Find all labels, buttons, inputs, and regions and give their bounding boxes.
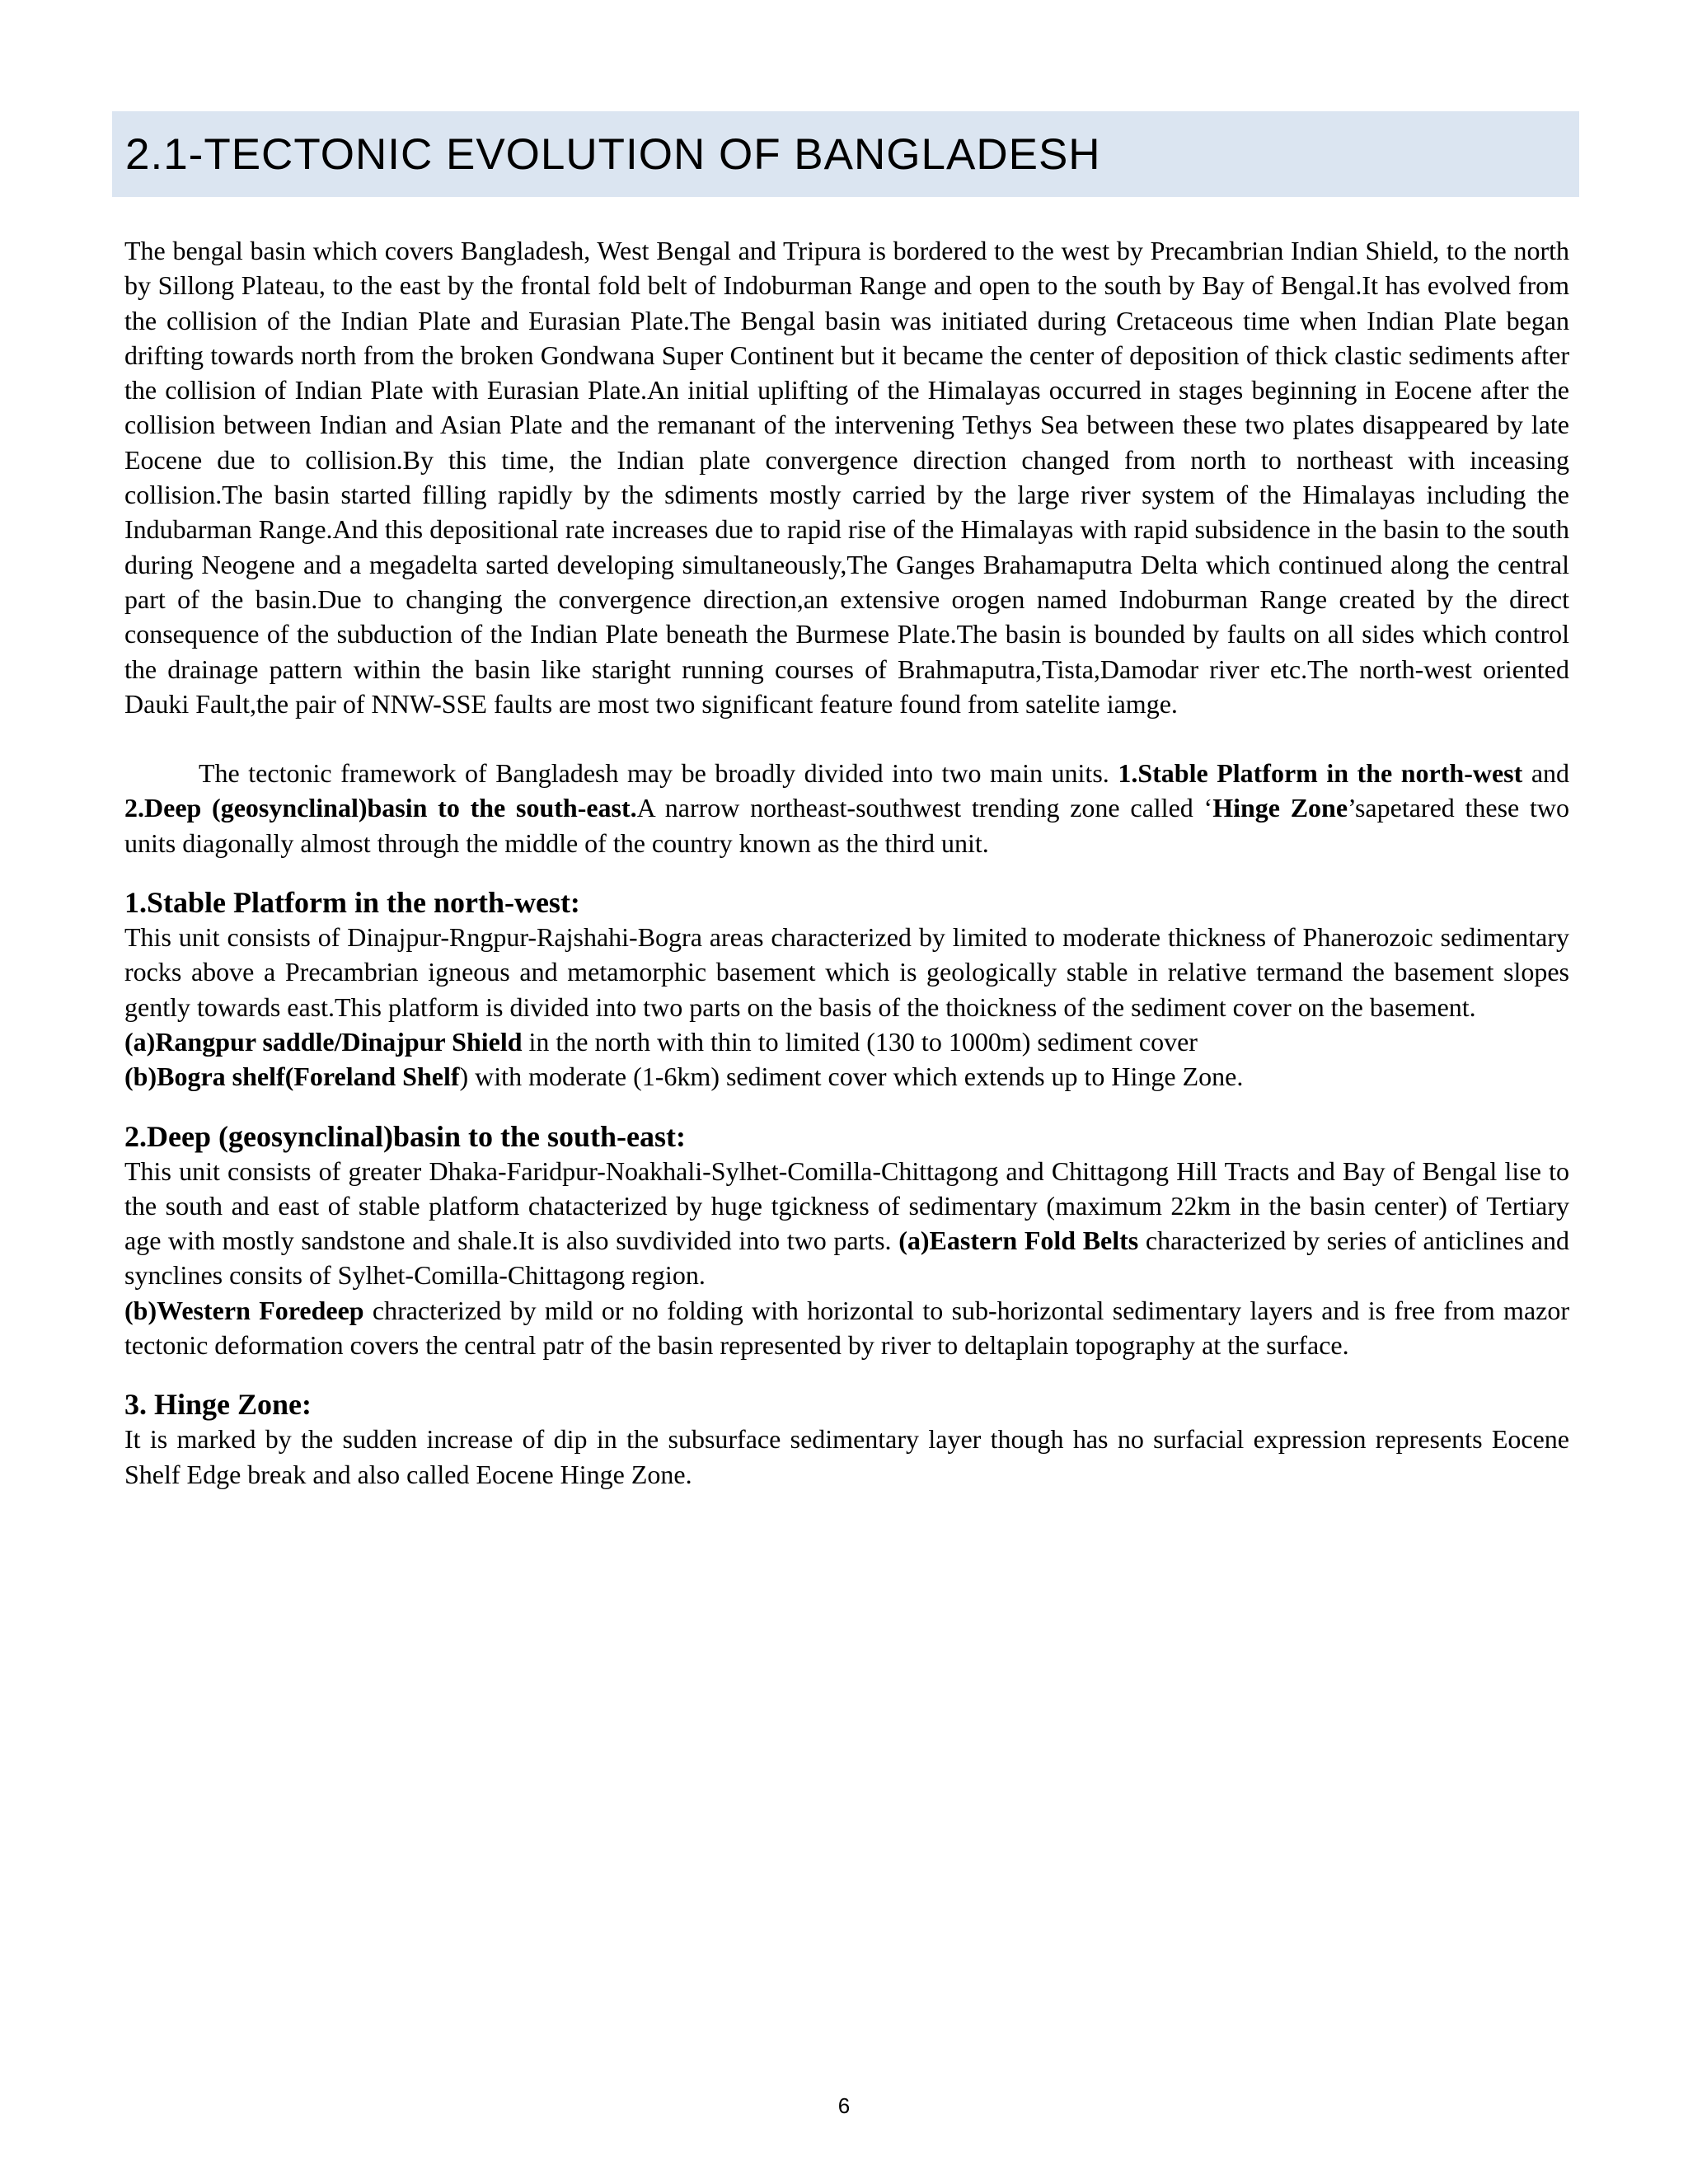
framework-text-2: and: [1522, 758, 1570, 789]
section-1-heading: 1.Stable Platform in the north-west:: [124, 886, 580, 920]
framework-unit-1: 1.Stable Platform in the north-west: [1118, 758, 1523, 789]
page-title: 2.1-TECTONIC EVOLUTION OF BANGLADESH: [125, 129, 1101, 179]
section-1-item-a-text: in the north with thin to limited (130 to 1000m) sediment cover: [522, 1026, 1198, 1057]
title-banner: [112, 111, 1579, 197]
section-1-item-b-label: (b)Bogra shelf(Foreland Shelf: [124, 1062, 460, 1092]
section-1-item-a: [124, 1024, 1569, 1059]
spacer: [124, 860, 1569, 885]
section-1-item-b: [124, 1059, 1569, 1094]
section-3-heading: 3. Hinge Zone:: [124, 1388, 312, 1422]
framework-unit-3: Hinge Zone: [1212, 793, 1348, 823]
framework-text-1: The tectonic framework of Bangladesh may be broadly divided into two main units.: [199, 758, 1118, 789]
section-1-item-b-text: ) with moderate (1-6km) sediment cover which extends up to Hinge Zone.: [459, 1062, 1244, 1092]
section-2-body: [124, 1154, 1569, 1293]
page-number: 6: [837, 2093, 851, 2118]
spacer: [124, 1094, 1569, 1119]
section-2-item-b-label: (b)Western Foredeep: [124, 1295, 364, 1325]
section-2-item-b-text: chracterized by mild or no folding with horizontal to sub-horizontal sedimentary layers and is free from mazor tectonic deformation covers the central patr of the basin represented by river to deltaplain topography at the surface.: [124, 1295, 1570, 1361]
section-1-item-a-label: (a)Rangpur saddle/Dinajpur Shield: [124, 1026, 523, 1057]
framework-paragraph: [124, 756, 1569, 860]
section-1-body: This unit consists of Dinajpur-Rngpur-Rajshahi-Bogra areas characterized by limited to moderate thickness of Phanerozoic sedimentary rocks above a Precambrian igneous and metamorphic basement which is geologically stable in relative termand the basement slopes gently towards east.This platform is divided into two parts on the basis of the thoickness of the sediment cover on the basement.: [124, 922, 1569, 1022]
framework-text-3: A narrow northeast-southwest trending zone called ‘: [636, 793, 1213, 823]
section-2-item-a-label: (a)Eastern Fold Belts: [898, 1226, 1139, 1256]
section-2-heading: 2.Deep (geosynclinal)basin to the south-east:: [124, 1119, 686, 1153]
section-3-body: It is marked by the sudden increase of dip in the subsurface sedimentary layer though has no surfacial expression represents Eocene Shelf Edge break and also called Eocene Hinge Zone.: [124, 1424, 1569, 1489]
intro-paragraph: The bengal basin which covers Bangladesh, West Bengal and Tripura is bordered to the west by Precambrian Indian Shield, to the north by Sillong Plateau, to the east by the frontal fold belt of Indoburman Range and open to the south by Bay of Bengal.It has evolved from the collision of the Indian Plate and Eurasian Plate.The Bengal basin was initiated during Cretaceous time when Indian Plate began drifting towards north from the broken Gondwana Super Continent but it became the center of deposition of thick clastic sediments after the collision of Indian Plate with Eurasian Plate.An initial uplifting of the Himalayas occurred in stages beginning in Eocene after the collision between Indian and Asian Plate and the remanant of the intervening Tethys Sea between these two plates disappeared by late Eocene due to collision.By this time, the Indian plate convergence direction changed from north to northeast with inceasing collision.The basin started filling rapidly by the sdiments mostly carried by the large river system of the Himalayas including the Indubarman Range.And this depositional rate increases due to rapid rise of the Himalayas with rapid subsidence in the basin to the south during Neogene and a megadelta sarted developing simultaneously,The Ganges Brahamaputra Delta which continued along the central part of the basin.Due to changing the convergence direction,an extensive orogen named Indoburman Range created by the direct consequence of the subduction of the Indian Plate beneath the Burmese Plate.The basin is bounded by faults on all sides which control the drainage pattern within the basin like staright running courses of Brahmaputra,Tista,Damodar river etc.The north-west oriented Dauki Fault,the pair of NNW-SSE faults are most two significant feature found from satelite iamge.: [124, 236, 1569, 719]
framework-text-4: ’sapetared these two units diagonally almost through the middle of the country known as the third unit.: [124, 793, 1570, 858]
section-2-item-a-text: characterized by series of anticlines and synclines consits of Sylhet-Comilla-Chittagong region.: [124, 1226, 1570, 1291]
section-2-body-text: This unit consists of greater Dhaka-Faridpur-Noakhali-Sylhet-Comilla-Chittagong and Chittagong Hill Tracts and Bay of Bengal lise to the south and east of stable platform chatacterized by huge tgickness of sedimentary (maximum 22km in the basin center) of Tertiary age with mostly sandstone and shale.It is also suvdivided into two parts.: [124, 1155, 1569, 1256]
framework-unit-2: 2.Deep (geosynclinal)basin to the south-east.: [124, 793, 637, 823]
spacer: [124, 1362, 1569, 1387]
spacer: [124, 721, 1569, 756]
document-body: [124, 233, 1569, 1492]
section-2-item-b: [124, 1293, 1569, 1363]
